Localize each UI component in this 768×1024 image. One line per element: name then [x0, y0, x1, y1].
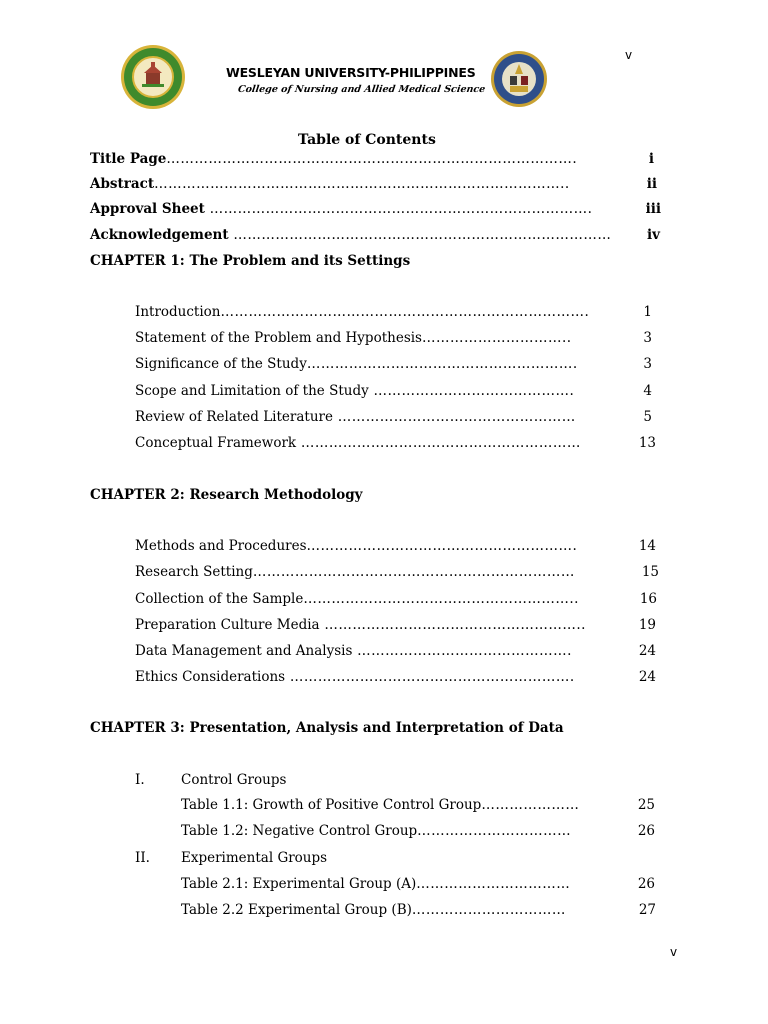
toc-group-numeral: II.: [135, 850, 150, 866]
toc-entry-label: Preparation Culture Media: [135, 617, 320, 633]
chapter-2-heading[interactable]: CHAPTER 2: Research Methodology: [90, 487, 363, 503]
toc-entry-title-page[interactable]: [90, 151, 577, 167]
toc-entry-label: Statement of the Problem and Hypothesis: [135, 330, 422, 346]
toc-entry-page: iv: [647, 227, 660, 243]
toc-leader-dots: ……………………………………………………………………………..: [154, 176, 570, 192]
toc-entry-label: Review of Related Literature: [135, 409, 333, 425]
toc-leader-dots: …………………………………………………………………………….: [166, 151, 578, 167]
university-name: WESLEYAN UNIVERSITY-PHILIPPINES: [226, 65, 476, 80]
toc-entry-label: Title Page: [90, 151, 167, 167]
toc-entry-label: Scope and Limitation of the Study: [135, 383, 369, 399]
toc-group-numeral: I.: [135, 772, 145, 788]
toc-entry-page: 25: [637, 797, 655, 813]
toc-entry-page: 5: [643, 409, 652, 425]
toc-leader-dots: …………………………………………………………………….: [220, 304, 590, 320]
toc-entry[interactable]: [135, 538, 577, 554]
toc-leader-dots: ……………………………: [417, 823, 572, 839]
page-number-top: v: [625, 48, 633, 62]
toc-leader-dots: ………………………………………………………………………: [228, 227, 612, 243]
chapter-3-heading[interactable]: CHAPTER 3: Presentation, Analysis and Interpretation of Data: [90, 720, 564, 736]
toc-entry-label: Table 1.1: Growth of Positive Control Group: [181, 797, 482, 813]
toc-entry-page: 24: [638, 643, 656, 659]
toc-entry[interactable]: [135, 643, 572, 659]
toc-entry-page: 26: [637, 876, 655, 892]
toc-entry-page: 1: [643, 304, 652, 320]
toc-entry-page: 15: [641, 564, 659, 580]
toc-entry[interactable]: [135, 617, 586, 633]
toc-entry-page: ii: [646, 176, 657, 192]
toc-group-label[interactable]: Control Groups: [181, 772, 287, 788]
toc-leader-dots: ……………………………: [411, 902, 566, 918]
toc-entry-label: Approval Sheet: [90, 201, 205, 217]
college-seal-logo: [490, 50, 548, 108]
toc-entry[interactable]: [135, 409, 576, 425]
toc-entry-label: Table 2.2 Experimental Group (B): [181, 902, 412, 918]
toc-entry[interactable]: [135, 591, 579, 607]
college-name: College of Nursing and Allied Medical Science: [237, 84, 486, 95]
toc-entry[interactable]: [135, 304, 589, 320]
toc-entry[interactable]: [135, 356, 578, 372]
toc-entry[interactable]: [181, 823, 571, 839]
toc-leader-dots: ……………………………………………………: [296, 435, 581, 451]
toc-entry[interactable]: [135, 564, 575, 580]
toc-entry-page: 3: [643, 330, 652, 346]
toc-entry[interactable]: [135, 330, 572, 346]
toc-leader-dots: …………………………………………………..: [303, 591, 579, 607]
toc-leader-dots: ……………………………: [416, 876, 571, 892]
toc-leader-dots: ……………………………………………………………: [252, 564, 575, 580]
toc-entry-page: i: [648, 151, 654, 167]
toc-entry[interactable]: [181, 902, 566, 918]
toc-entry-approval-sheet[interactable]: [90, 201, 592, 217]
toc-leader-dots: ……………………………………………………………………….: [204, 201, 593, 217]
toc-entry-label: Table 2.1: Experimental Group (A): [181, 876, 417, 892]
toc-entry-label: Data Management and Analysis: [135, 643, 353, 659]
toc-entry-page: 19: [638, 617, 656, 633]
toc-entry-page: 4: [643, 383, 652, 399]
toc-leader-dots: ……………………………………….: [352, 643, 572, 659]
toc-entry-label: Significance of the Study: [135, 356, 307, 372]
toc-entry-page: iii: [645, 201, 661, 217]
toc-leader-dots: ………………………………………………..: [319, 617, 586, 633]
toc-entry-page: 26: [637, 823, 655, 839]
toc-entry-acknowledgement[interactable]: [90, 227, 611, 243]
toc-entry[interactable]: [135, 383, 574, 399]
toc-leader-dots: ……………………………………………: [332, 409, 576, 425]
toc-group-label[interactable]: Experimental Groups: [181, 850, 328, 866]
toc-leader-dots: …………………………..: [422, 330, 572, 346]
toc-entry-label: Table 1.2: Negative Control Group: [181, 823, 418, 839]
toc-entry-label: Conceptual Framework: [135, 435, 297, 451]
toc-entry-label: Research Setting: [135, 564, 253, 580]
toc-entry[interactable]: [135, 435, 581, 451]
toc-entry-page: 14: [638, 538, 656, 554]
toc-entry-label: Collection of the Sample: [135, 591, 304, 607]
toc-entry-abstract[interactable]: [90, 176, 570, 192]
letterhead: [0, 44, 768, 116]
university-seal-logo: [120, 44, 186, 110]
toc-leader-dots: ………………………………………………….: [306, 538, 578, 554]
toc-entry-label: Introduction: [135, 304, 221, 320]
chapter-1-heading[interactable]: CHAPTER 1: The Problem and its Settings: [90, 253, 411, 269]
toc-entry-page: 13: [638, 435, 656, 451]
toc-entry[interactable]: [135, 669, 575, 685]
toc-entry-label: Ethics Considerations: [135, 669, 286, 685]
toc-entry-page: 16: [639, 591, 657, 607]
toc-entry-label: Methods and Procedures: [135, 538, 307, 554]
toc-entry-label: Acknowledgement: [90, 227, 229, 243]
toc-leader-dots: …………………: [481, 797, 580, 813]
page-number-bottom: v: [670, 945, 678, 959]
toc-leader-dots: …………………………………….: [368, 383, 575, 399]
toc-entry-label: Abstract: [90, 176, 155, 192]
toc-entry-page: 27: [638, 902, 656, 918]
toc-entry-page: 24: [638, 669, 656, 685]
toc-entry-page: 3: [643, 356, 652, 372]
toc-leader-dots: ………………………………………………….: [306, 356, 578, 372]
toc-entry[interactable]: [181, 876, 570, 892]
toc-entry[interactable]: [181, 797, 579, 813]
toc-title: Table of Contents: [298, 132, 436, 148]
toc-leader-dots: …………………………………………………….: [285, 669, 575, 685]
